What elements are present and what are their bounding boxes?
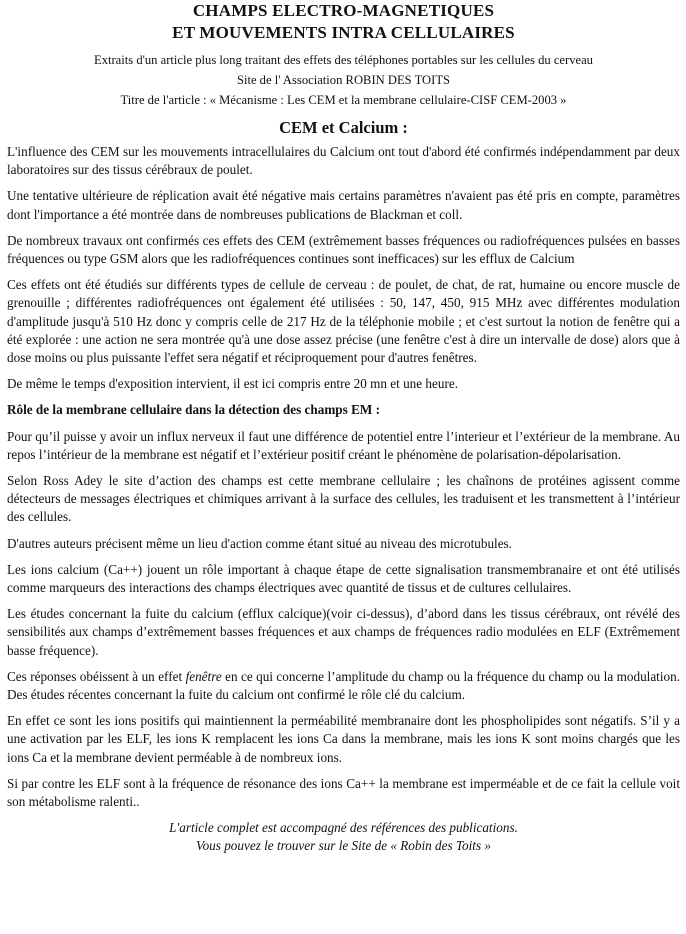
paragraph: L'influence des CEM sur les mouvements intracellulaires du Calcium ont tout d'abord été confirmés indépendamment par deux laboratoires sur des tissus cérébraux de poulet. <box>7 144 680 178</box>
paragraph: Les ions calcium (Ca++) jouent un rôle important à chaque étape de cette signalisation transmembranaire et ont été utilisés comme marqueurs des interactions des champs électriques avec quantité de tissus et de cultures cellulaires. <box>7 561 680 596</box>
paragraph: Ces effets ont été étudiés sur différents types de cellule de cerveau : de poulet, de chat, de rat, humaine ou encore muscle de grenouille ; différentes radiofréquences ont également été utilisées : 50, 147, 450, 915 MHz avec différentes modulation d'amplitude jusqu'à 510 Hz donc y compris celle de 217 Hz de la téléphonie mobile ; et c'est surtout la notion de fenêtre qui a été explorée : une action ne sera montrée qu'à une dose assez précise (une fenêtre c'est à dire un intervalle de dose) alors que à dose moins ou plus puissante l'effet sera négatif et réciproquement pour d'autres fenêtres. <box>7 277 680 366</box>
paragraph: De même le temps d'exposition intervient, il est ici compris entre 20 mn et une heure. <box>7 376 458 392</box>
paragraph-fenetre <box>7 668 680 704</box>
paragraph: Selon Ross Adey le site d’action des champs est cette membrane cellulaire ; les chaînons de protéines agissent comme détecteurs de messages électriques et chimiques arrivant à la surface des cellules, les traduisent et les transmettent à l’intérieur des cellules. <box>7 473 680 525</box>
footer-line-1: L'article complet est accompagné des références des publications. <box>169 820 518 836</box>
italic-term-fenetre: fenêtre <box>185 668 222 684</box>
paragraph: En effet ce sont les ions positifs qui maintiennent la perméabilité membranaire dont les phospholipides sont négatifs. S’il y a une activation par les ELF, les ions K remplacent les ions Ca dans la membrane, mais les ions K sont moins chargés que les ions Ca et la membrane devient perméable à de nombreux ions. <box>7 713 680 765</box>
paragraph: Une tentative ultérieure de réplication avait été négative mais certains paramètres n'avaient pas été pris en compte, paramètres dont l'importance a été montrée dans de nombreuses publications de Blackman et coll. <box>7 188 680 222</box>
document-subtitle: Extraits d'un article plus long traitant des effets des téléphones portables sur les cellules du cerveau <box>94 53 593 67</box>
paragraph: D'autres auteurs précisent même un lieu d'action comme étant situé au niveau des microtubules. <box>7 535 512 551</box>
footer-line-2: Vous pouvez le trouver sur le Site de « Robin des Toits » <box>196 838 491 854</box>
document-title-line-2: ET MOUVEMENTS INTRA CELLULAIRES <box>172 23 515 42</box>
paragraph: Les études concernant la fuite du calcium (efflux calcique)(voir ci-dessus), d’abord dans les tissus cérébraux, ont révélé des sensibilités aux champs d’extrêmement basses fréquences et aux champs de fréquences radio modulées en ELF (Extrêmement basse fréquence). <box>7 606 680 658</box>
paragraph: Si par contre les ELF sont à la fréquence de résonance des ions Ca++ la membrane est imperméable et de ce fait la cellule voit son métabolisme ralenti.. <box>7 775 680 810</box>
section-title-cem-calcium: CEM et Calcium : <box>279 118 408 137</box>
source-site: Site de l' Association ROBIN DES TOITS <box>236 73 451 87</box>
section-heading-membrane: Rôle de la membrane cellulaire dans la détection des champs EM : <box>7 402 381 418</box>
footer-note <box>7 819 680 855</box>
paragraph-text: Ces réponses obéissent à un effet <box>7 668 186 684</box>
article-title: Titre de l'article : « Mécanisme : Les CEM et la membrane cellulaire-CISF CEM-2003 » <box>120 93 567 107</box>
paragraph: De nombreux travaux ont confirmés ces effets des CEM (extrêmement basses fréquences ou radiofréquences pulsées en basses fréquences ou type GSM alors que les radiofréquences continues sont inefficaces) sur les efflux de Calcium <box>7 232 680 267</box>
paragraph: Pour qu’il puisse y avoir un influx nerveux il faut une différence de potentiel entre l’interieur et l’extérieur de la membrane. Au repos l’intérieur de la membrane est négatif et l’extérieur positif créant le phénomène de polarisation-dépolarisation. <box>7 428 680 462</box>
document-title-line-1: CHAMPS ELECTRO-MAGNETIQUES <box>192 1 495 20</box>
paragraph-text: en ce qui concerne l’amplitude du champ ou la fréquence du champ ou la modulation. Des études récentes concernant la fuite du calcium ont confirmé le rôle clé du calcium. <box>7 668 680 703</box>
